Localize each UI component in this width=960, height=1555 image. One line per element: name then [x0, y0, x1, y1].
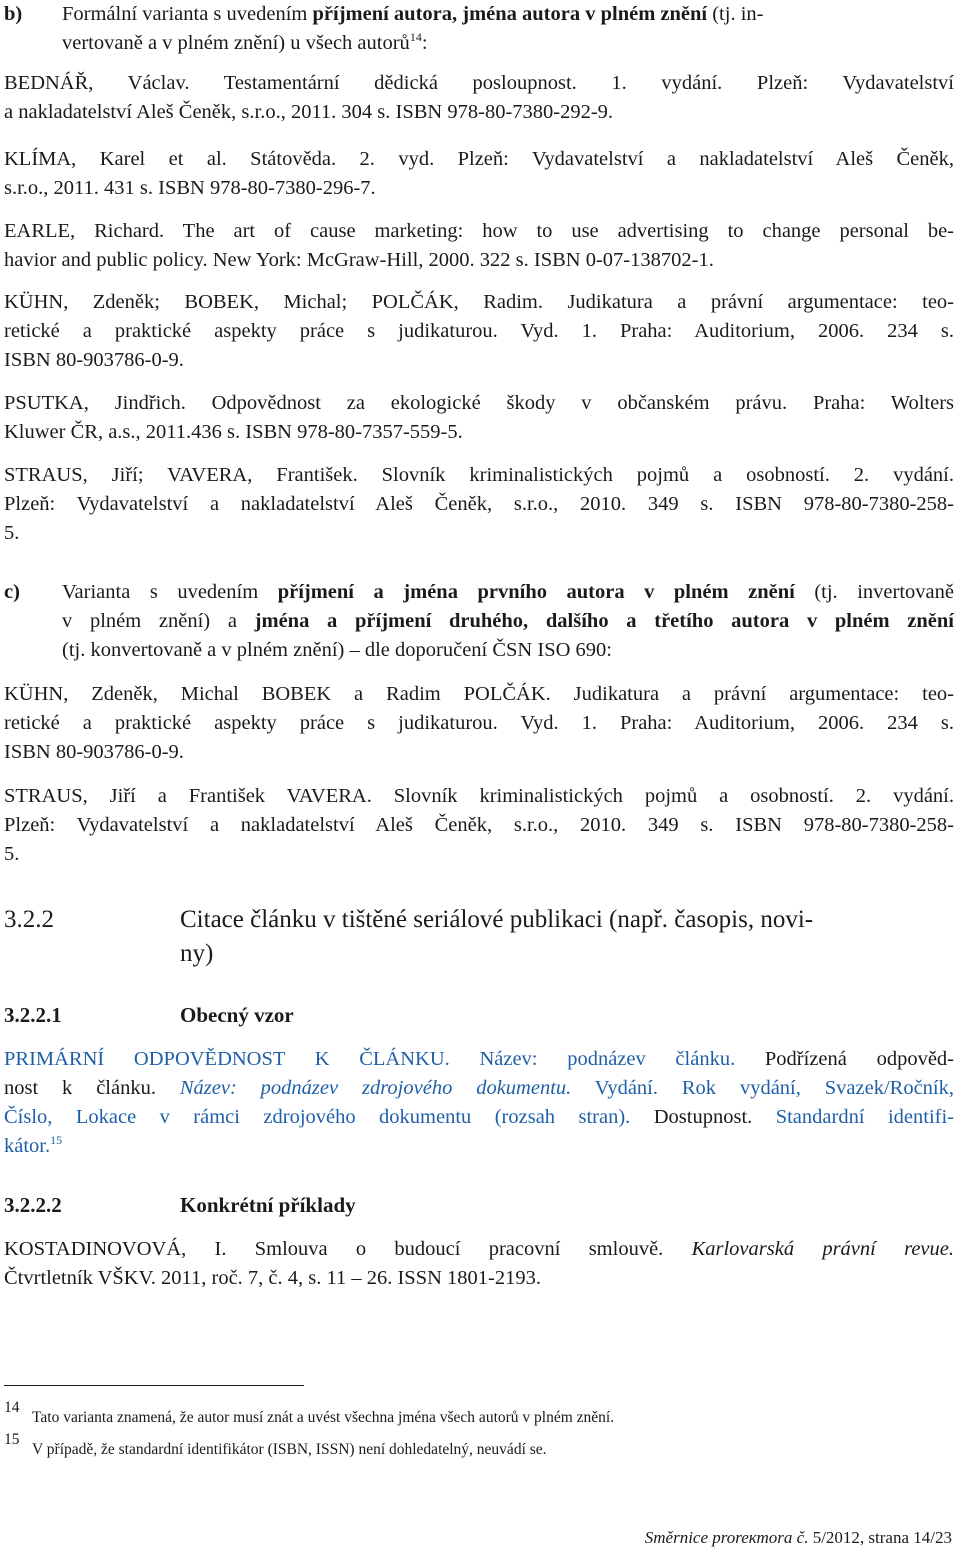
- ref-straus-b-line2: Plzeň: Vydavatelství a nakladatelství Aleš Čeněk, s.r.o., 2010. 349 s. ISBN 978-80-7380-258-: [4, 493, 954, 515]
- ref-kuhn-c-line3: ISBN 80-903786-0-9.: [4, 741, 184, 763]
- ref-psutka-line2: Kluwer ČR, a.s., 2011.436 s. ISBN 978-80-7357-559-5.: [4, 421, 463, 443]
- section-b-label: b): [4, 3, 23, 25]
- heading-322-title-line2: ny): [180, 940, 214, 967]
- heading-3221-number: 3.2.2.1: [4, 1003, 62, 1027]
- pattern-line4: kátor.$^{15}$: [4, 1133, 63, 1157]
- ref-straus-b-line3: 5.: [4, 522, 20, 544]
- ref-kuhn-b-line3: ISBN 80-903786-0-9.: [4, 349, 184, 371]
- heading-322-number: 3.2.2: [4, 906, 54, 933]
- example-line2: Čtvrtletník VŠKV. 2011, roč. 7, č. 4, s. 11 – 26. ISSN 1801-2193.: [4, 1267, 541, 1289]
- ref-klima-line2: s.r.o., 2011. 431 s. ISBN 978-80-7380-296-7.: [4, 177, 376, 199]
- heading-3222-number: 3.2.2.2: [4, 1193, 62, 1217]
- heading-3222-title: Konkrétní příklady: [180, 1193, 356, 1217]
- example-line1: KOSTADINOVOVÁ, I. Smlouva o budoucí pracovní smlouvě. Karlovarská právní revue.: [4, 1238, 954, 1260]
- ref-klima-line1: KLÍMA, Karel et al. Státověda. 2. vyd. Plzeň: Vydavatelství a nakladatelství Aleš Čeněk,: [4, 148, 954, 170]
- footnote-14-number: 14: [4, 1399, 20, 1416]
- heading-3221-title: Obecný vzor: [180, 1003, 294, 1027]
- ref-straus-c-line1: STRAUS, Jiří a František VAVERA. Slovník kriminalistických pojmů a osobností. 2. vydání.: [4, 785, 954, 807]
- ref-psutka-line1: PSUTKA, Jindřich. Odpovědnost za ekologické škody v občanském právu. Praha: Wolters: [4, 392, 954, 414]
- footnote-14-text: Tato varianta znamená, že autor musí znát a uvést všechna jména všech autorů v plném znění.: [32, 1409, 615, 1426]
- ref-bednar-line2: a nakladatelství Aleš Čeněk, s.r.o., 2011. 304 s. ISBN 978-80-7380-292-9.: [4, 101, 614, 123]
- section-c-line1: Varianta s uvedením příjmení a jména prvního autora v plném znění (tj. invertovaně: [62, 581, 954, 603]
- pattern-line2: nost k článku. Název: podnázev zdrojového dokumentu. Vydání. Rok vydání, Svazek/Ročník,: [4, 1077, 954, 1099]
- ref-kuhn-c-line2: retické a praktické aspekty práce s judikaturou. Vyd. 1. Praha: Auditorium, 2006. 234 s.: [4, 712, 954, 734]
- ref-bednar-line1: BEDNÁŘ, Václav. Testamentární dědická posloupnost. 1. vydání. Plzeň: Vydavatelství: [4, 72, 954, 94]
- ref-kuhn-c-line1: KÜHN, Zdeněk, Michal BOBEK a Radim POLČÁK. Judikatura a právní argumentace: teo-: [4, 683, 954, 705]
- ref-straus-c-line3: 5.: [4, 843, 20, 865]
- section-c-label: c): [4, 581, 20, 603]
- page-footer: Směrnice proreктora č. 5/2012, strana 14/23: [644, 1528, 952, 1547]
- ref-straus-b-line1: STRAUS, Jiří; VAVERA, František. Slovník kriminalistických pojmů a osobností. 2. vydání.: [4, 464, 954, 486]
- ref-earle-line1: EARLE, Richard. The art of cause marketing: how to use advertising to change personal be-: [4, 220, 954, 242]
- ref-straus-c-line2: Plzeň: Vydavatelství a nakladatelství Aleš Čeněk, s.r.o., 2010. 349 s. ISBN 978-80-7380-258-: [4, 814, 954, 836]
- ref-earle-line2: havior and public policy. New York: McGraw-Hill, 2000. 322 s. ISBN 0-07-138702-1.: [4, 249, 714, 271]
- ref-kuhn-b-line1: KÜHN, Zdeněk; BOBEK, Michal; POLČÁK, Radim. Judikatura a právní argumentace: teo-: [4, 291, 954, 313]
- pattern-line3: Číslo, Lokace v rámci zdrojového dokumentu (rozsah stran). Dostupnost. Standardní identifi-: [4, 1106, 954, 1128]
- footnote-separator: [4, 1385, 304, 1386]
- section-b-intro-line2: vertovaně a v plném znění) u všech autorů$^{14}$:: [62, 30, 428, 54]
- footnote-15-number: 15: [4, 1431, 20, 1448]
- section-c-line3: (tj. konvertovaně a v plném znění) – dle doporučení ČSN ISO 690:: [62, 639, 612, 661]
- heading-322-title-line1: Citace článku v tištěné seriálové publikaci (např. časopis, novi-: [180, 906, 814, 933]
- footnote-15-text: V případě, že standardní identifikátor (ISBN, ISSN) není dohledatelný, neuvádí se.: [32, 1441, 547, 1458]
- section-c-line2: v plném znění) a jména a příjmení druhého, dalšího a třetího autora v plném znění: [62, 610, 954, 632]
- ref-kuhn-b-line2: retické a praktické aspekty práce s judikaturou. Vyd. 1. Praha: Auditorium, 2006. 234 s.: [4, 320, 954, 342]
- pattern-line1: PRIMÁRNÍ ODPOVĚDNOST K ČLÁNKU. Název: podnázev článku. Podřízená odpověd-: [4, 1048, 954, 1070]
- section-b-intro-line1: Formální varianta s uvedením příjmení autora, jména autora v plném znění (tj. in-: [62, 3, 764, 25]
